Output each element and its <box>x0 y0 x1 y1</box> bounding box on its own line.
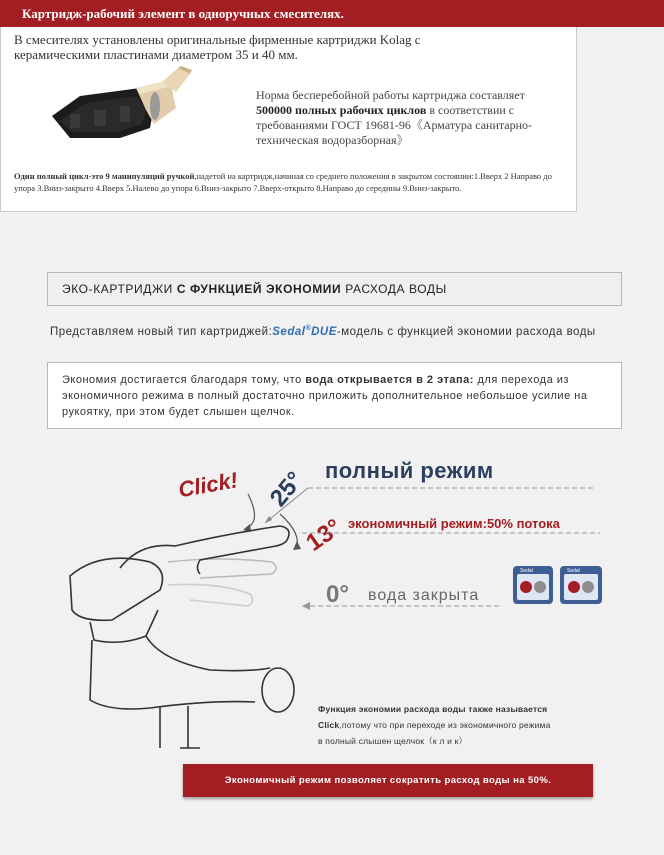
faucet-outline <box>70 526 294 748</box>
angle-25: 25° <box>264 466 309 512</box>
click-label: Click! <box>176 467 240 503</box>
click-arc <box>246 494 255 528</box>
svg-text:Sedal: Sedal <box>520 568 533 574</box>
cartridge-intro: В смесителях установлены оригинальные фирменные картриджи Kolag с керамическими пластинами диаметром 35 и 40 мм. <box>14 32 421 62</box>
cartridge-cycle-text: Один полный цикл-это 9 манипуляций ручкой,надетой на картридж,начиная со среднего положения в закрытом состоянии:1.Вверх 2 Направо до упора 3.Вниз-закрыто 4.Вверх 5.Налево до упора 6.Вниз-закрыто 7.Вверх-открыто 8.Направо до середины 9.Вниз-закрыто. <box>14 171 552 193</box>
function-note: Функция экономии расхода воды также называется Click,потому что при переходе из экономичного режима в полный слышен щелчок（к л и к） <box>318 704 551 746</box>
eco-title-box: ЭКО-КАРТРИДЖИ С ФУНКЦИЕЙ ЭКОНОМИИ РАСХОДА ВОДЫ <box>47 272 622 306</box>
cartridge-norm-text: Норма бесперебойной работы картриджа составляет 500000 полных рабочих циклов в соответствии с требованиями ГОСТ 19681-96《Арматура санитарно-техническая водоразборная》 <box>256 88 533 147</box>
svg-text:Sedal: Sedal <box>567 568 580 574</box>
angle-13: 13° <box>301 513 347 557</box>
eco-mode-label: экономичный режим:50% потока <box>348 516 560 531</box>
angle-0: 0° <box>326 581 349 608</box>
savings-banner: Экономичный режим позволяет сократить расход воды на 50%. <box>183 764 593 797</box>
cartridge-icon-eco <box>513 566 553 604</box>
closed-label: вода закрыта <box>368 587 480 604</box>
cartridge-section-header: Картридж-рабочий элемент в однорyчных смесителях. <box>0 0 664 27</box>
cartridge-image <box>50 66 200 146</box>
cartridge-icon-full <box>560 566 602 604</box>
economy-text: Экономия достигается благодаря тому, что вода открывается в 2 этапа: для перехода из экономичного режима в полный достаточно приложить дополнительное небольшое усилие на рукоятку, при этом будет слышен щелчок. <box>62 374 588 418</box>
eco-intro: Представляем новый тип картриджей:Sedal®DUE-модель с функцией экономии расхода воды <box>50 325 596 338</box>
economy-box <box>47 362 622 429</box>
full-mode-label: полный режим <box>325 458 494 483</box>
brand-name: Sedal®DUE <box>272 325 337 338</box>
cartridge-section <box>0 0 577 212</box>
